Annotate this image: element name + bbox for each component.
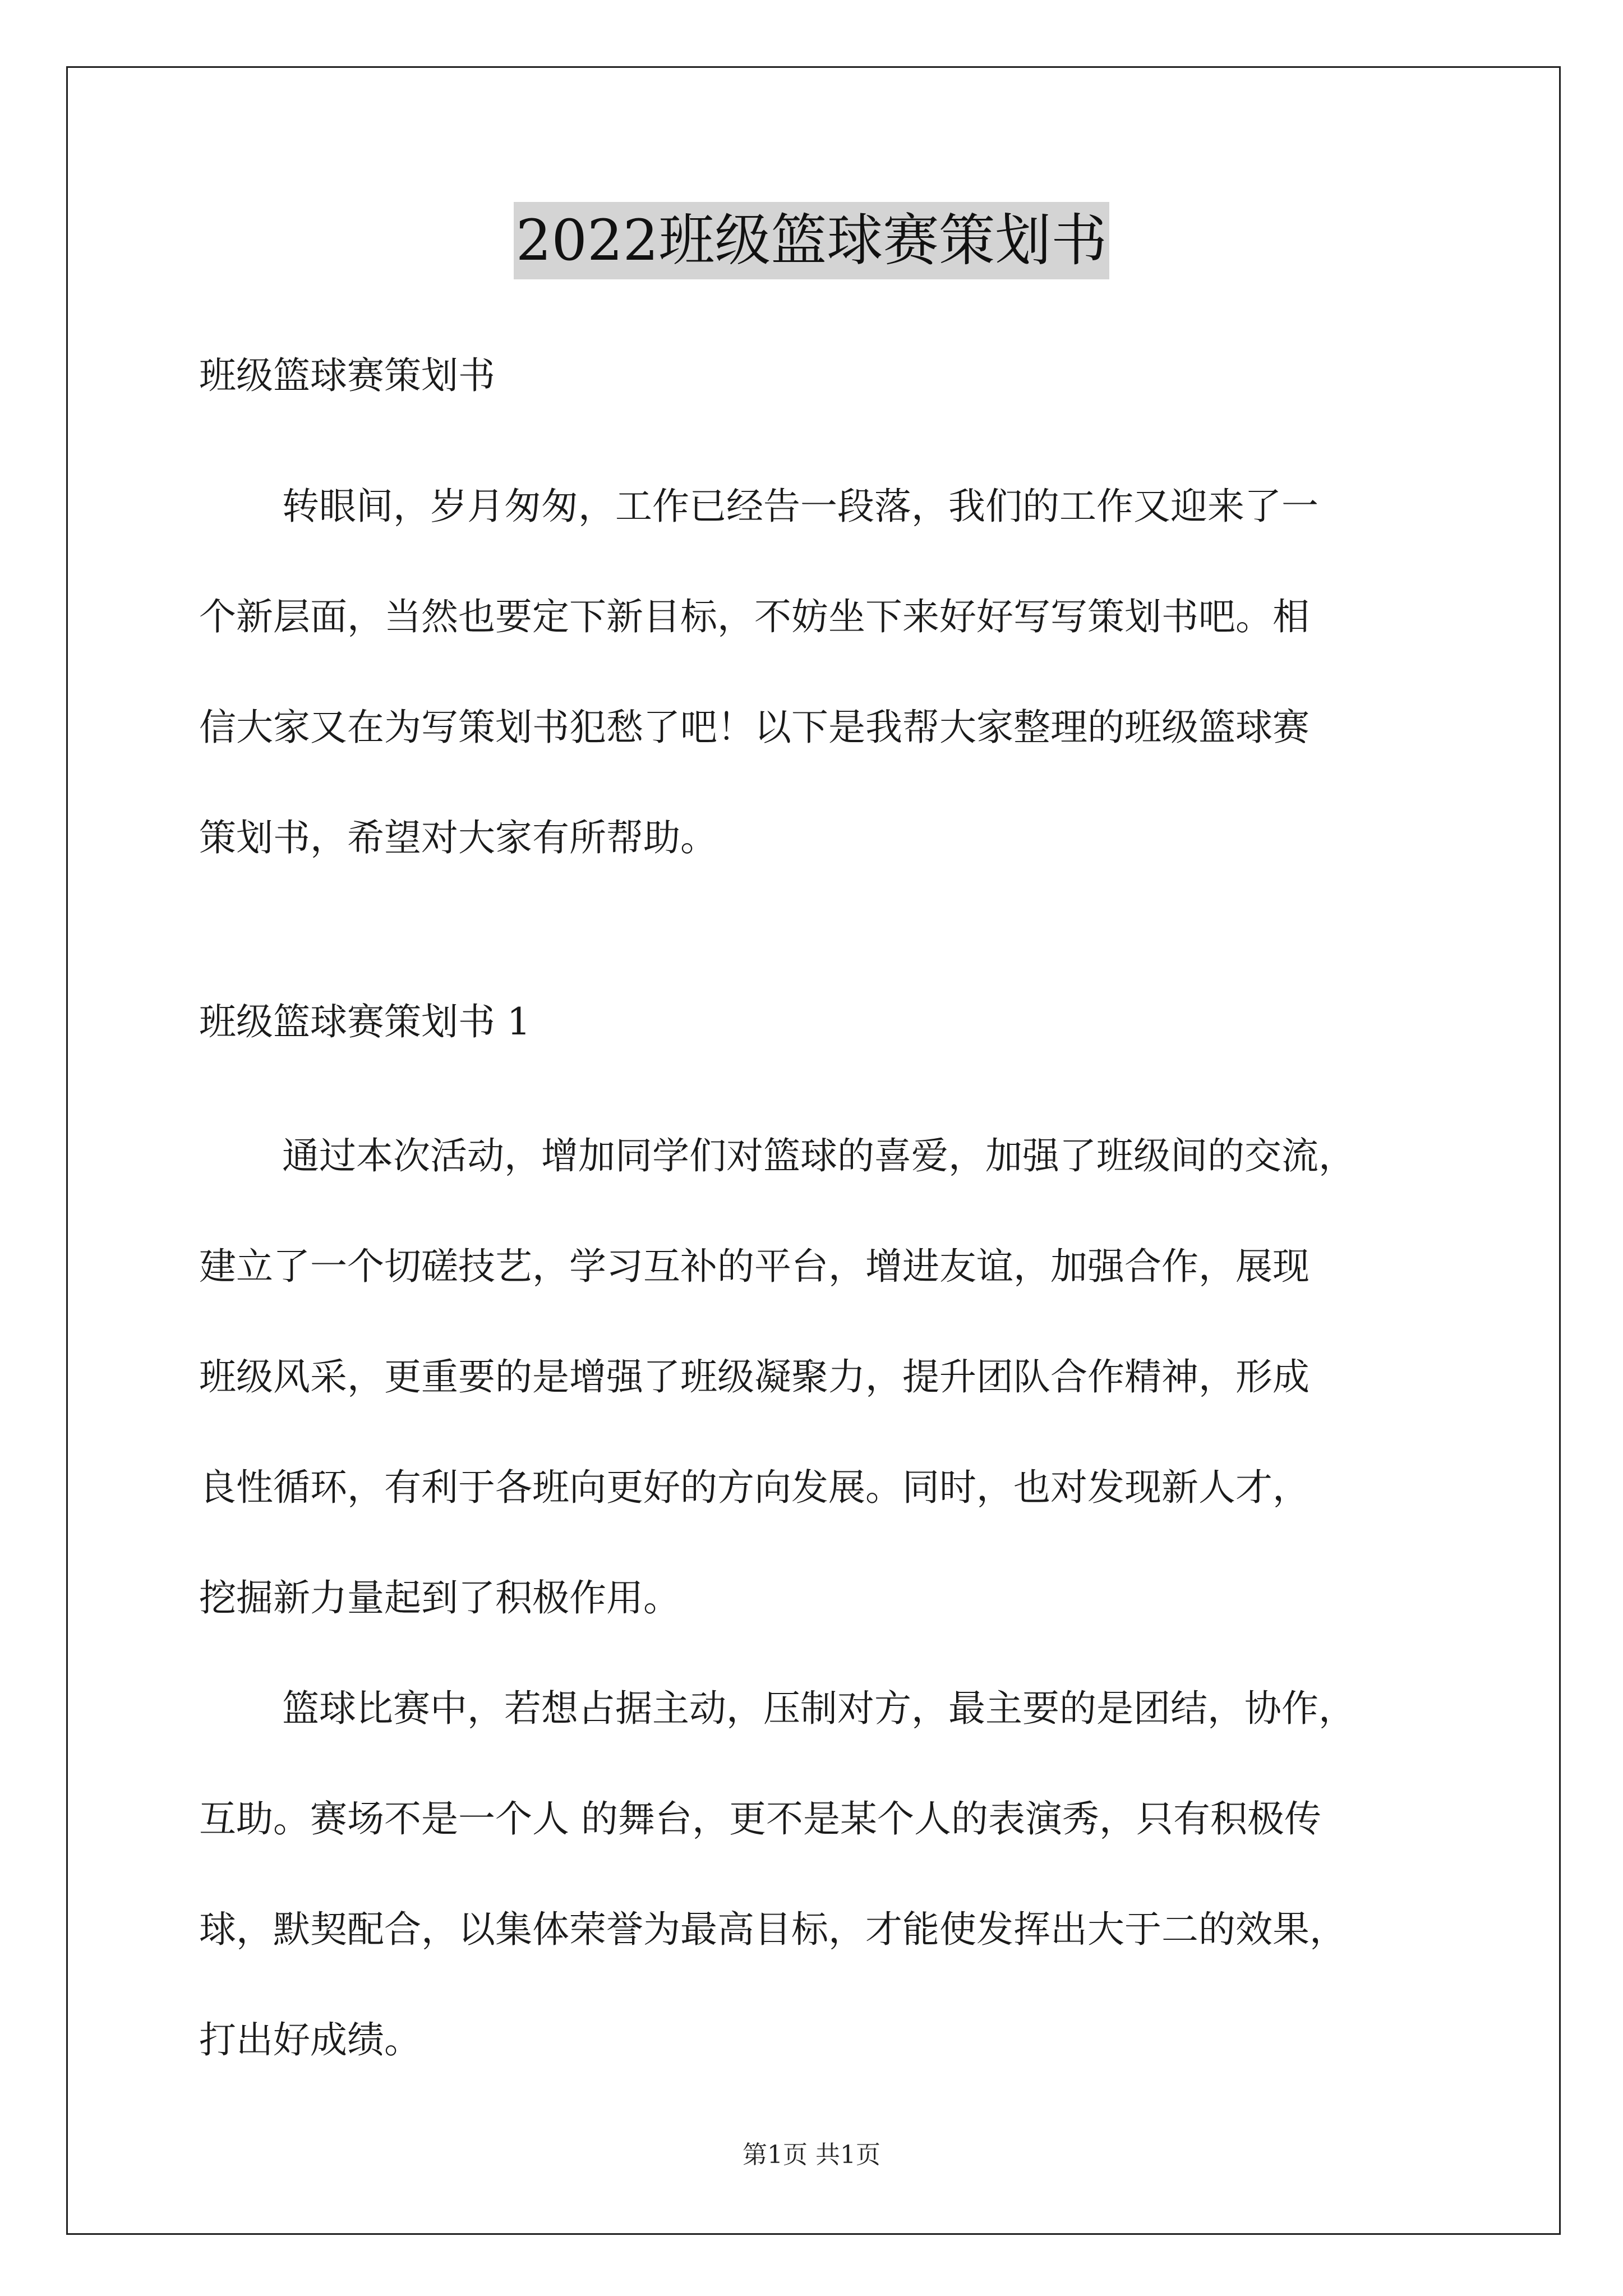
paragraph-line: 球，默契配合，以集体荣誉为最高目标，才能使发挥出大于二的效果， xyxy=(199,1908,1347,1951)
paragraph-line: 打出好成绩。 xyxy=(199,2018,421,2062)
paragraph-line: 转眼间，岁月匆匆，工作已经告一段落，我们的工作又迎来了一 xyxy=(282,485,1318,528)
paragraph-1 xyxy=(199,1101,1455,1653)
title-container xyxy=(0,202,1623,279)
paragraph-line: 通过本次活动，增加同学们对篮球的喜爱，加强了班级间的交流， xyxy=(282,1134,1355,1177)
intro-paragraph xyxy=(199,451,1455,893)
document-body xyxy=(199,348,1455,2095)
subtitle: 班级篮球赛策划书 xyxy=(199,354,495,397)
paragraph-line: 篮球比赛中，若想占据主动，压制对方，最主要的是团结，协作， xyxy=(282,1687,1355,1730)
paragraph-line: 个新层面，当然也要定下新目标，不妨坐下来好好写写策划书吧。相 xyxy=(199,595,1310,638)
paragraph-line: 良性循环，有利于各班向更好的方向发展。同时，也对发现新人才， xyxy=(199,1466,1310,1509)
document-title: 2022班级篮球赛策划书 xyxy=(514,202,1110,279)
page-footer: 第1页 共1页 xyxy=(743,2141,880,2169)
paragraph-line: 策划书，希望对大家有所帮助。 xyxy=(199,816,717,859)
paragraph-line: 互助。赛场不是一个人 的舞台，更不是某个人的表演秀，只有积极传 xyxy=(199,1797,1321,1841)
section-heading: 班级篮球赛策划书 1 xyxy=(199,1000,531,1043)
paragraph-line: 挖掘新力量起到了积极作用。 xyxy=(199,1576,680,1619)
paragraph-line: 班级风采，更重要的是增强了班级凝聚力，提升团队合作精神，形成 xyxy=(199,1355,1310,1398)
paragraph-line: 建立了一个切磋技艺，学习互补的平台，增进友谊，加强合作，展现 xyxy=(199,1245,1310,1288)
paragraph-2 xyxy=(199,1653,1455,2095)
paragraph-line: 信大家又在为写策划书犯愁了吧！以下是我帮大家整理的班级篮球赛 xyxy=(199,706,1310,749)
